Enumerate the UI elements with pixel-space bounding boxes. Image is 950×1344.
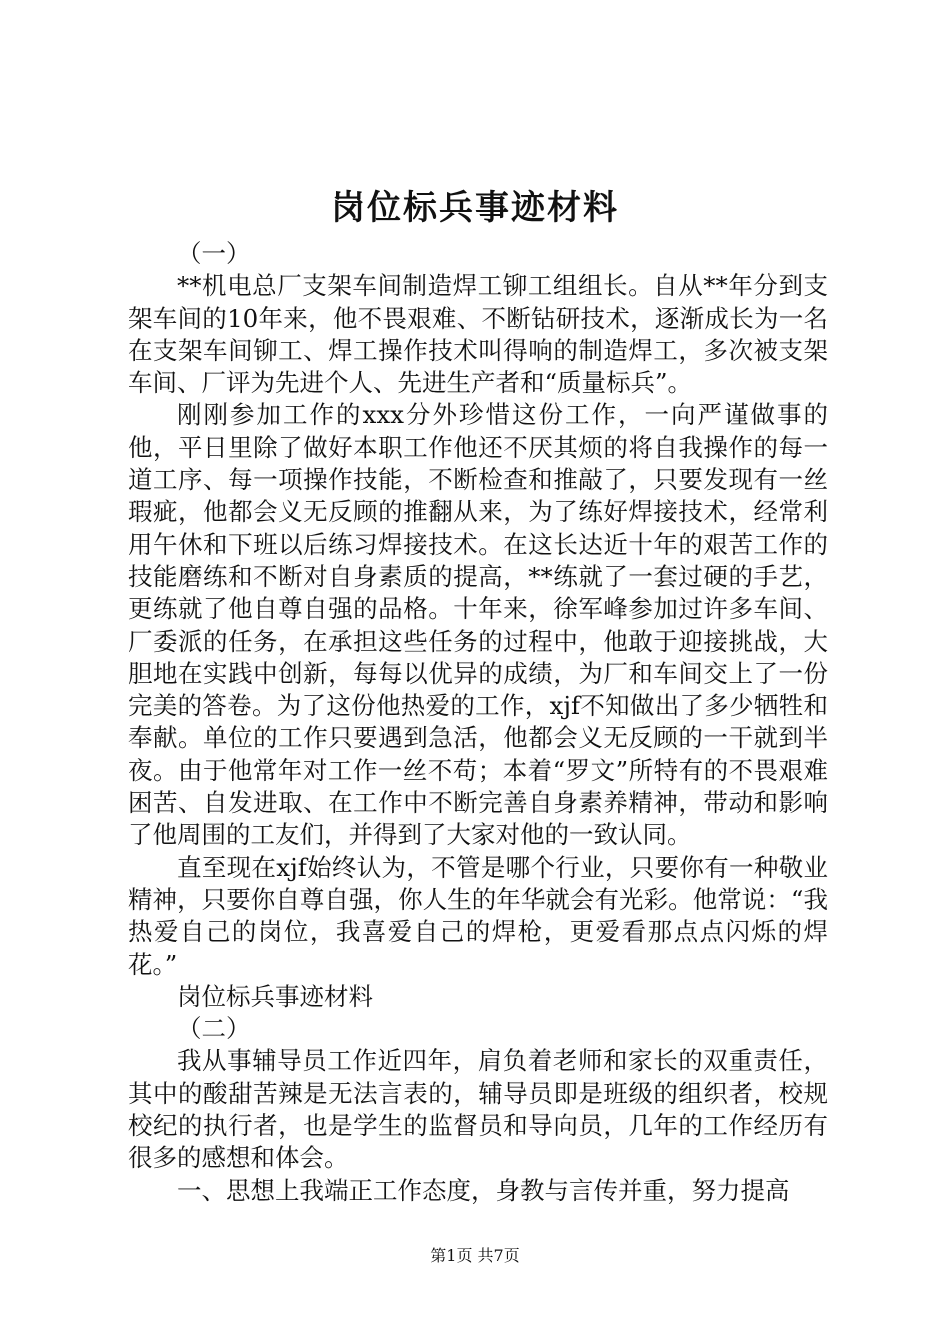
paragraph: 直至现在xjf始终认为，不管是哪个行业，只要你有一种敬业精神，只要你自尊自强，你人生的年华就会有光彩。他常说：“我热爱自己的岗位，我喜爱自己的焊枪，更爱看那点点闪烁的焊花。” [128,852,828,979]
paragraph: **机电总厂支架车间制造焊工铆工组组长。自从**年分到支架车间的10年来，他不畏艰难、不断钻研技术，逐渐成长为一名在支架车间铆工、焊工操作技术叫得响的制造焊工，多次被支架车间、厂评为先进个人、先进生产者和“质量标兵”。 [128,271,828,398]
document-body [128,238,828,1207]
document-title: 岗位标兵事迹材料 [331,188,619,228]
paragraph: 刚刚参加工作的xxx分外珍惜这份工作，一向严谨做事的他，平日里除了做好本职工作他还不厌其烦的将自我操作的每一道工序、每一项操作技能，不断检查和推敲了，只要发现有一丝瑕疵，他都会义无反顾的推翻从来，为了练好焊接技术，经常利用午休和下班以后练习焊接技术。在这长达近十年的艰苦工作的技能磨练和不断对自身素质的提高，**练就了一套过硬的手艺，更练就了他自尊自强的品格。十年来，徐军峰参加过许多车间、厂委派的任务，在承担这些任务的过程中，他敢于迎接挑战，大胆地在实践中创新，每每以优异的成绩，为厂和车间交上了一份完美的答卷。为了这份他热爱的工作，xjf不知做出了多少牺牲和奉献。单位的工作只要遇到急活，他都会义无反顾的一干就到半夜。由于他常年对工作一丝不苟；本着“罗文”所特有的不畏艰难困苦、自发进取、在工作中不断完善自身素养精神，带动和影响了他周围的工友们，并得到了大家对他的一致认同。 [128,400,828,850]
section-marker-two: （二） [177,1014,251,1044]
paragraph: 我从事辅导员工作近四年，肩负着老师和家长的双重责任，其中的酸甜苦辣是无法言表的，辅导员即是班级的组织者，校规校纪的执行者，也是学生的监督员和导向员，几年的工作经历有很多的感想和体会。 [128,1046,828,1173]
section-heading: 岗位标兵事迹材料 [177,981,373,1011]
paragraph: 一、思想上我端正工作态度，身教与言传并重，努力提高 [177,1175,790,1205]
section-marker-one: （一） [177,239,251,268]
page-number-footer: 第1页 共7页 [430,1246,520,1265]
